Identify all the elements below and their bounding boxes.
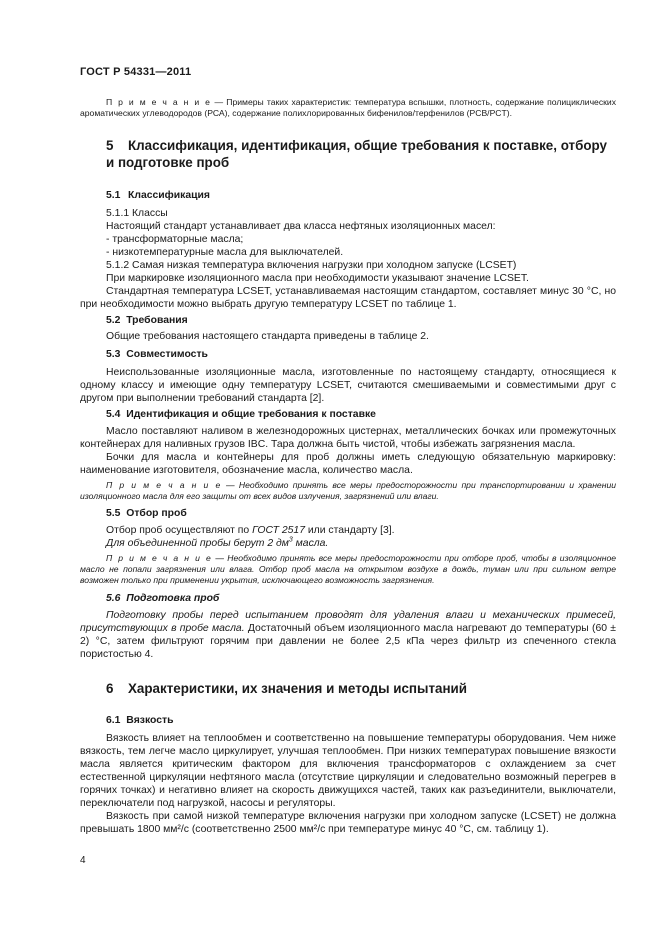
text-run: Достаточный объем изоляционного масла нагревают до температуры (60 ± 2) °С, затем фильтруют горячим при давлении не более 2,5 кПа через фильтр из спеченного стекла пористостью 4.: [80, 622, 616, 660]
text-run: масла.: [292, 537, 329, 549]
list-item: - трансформаторные масла;: [106, 233, 244, 245]
note: [80, 553, 616, 587]
subsection-5-1-heading: [80, 189, 616, 202]
superscript: 3: [288, 536, 293, 544]
standard-reference: ГОСТ 2517: [252, 524, 305, 536]
subsection-number: 5.1: [106, 190, 121, 202]
subsection-title: Подготовка проб: [126, 592, 220, 604]
subsection-6-1-heading: [80, 714, 616, 727]
section-title: Характеристики, их значения и методы испытаний: [128, 681, 467, 697]
section-title: Классификация, идентификация, общие требования к поставке, отбору и подготовке проб: [106, 138, 607, 170]
subsection-number: 5.4: [106, 408, 121, 420]
subsection-5-2-heading: [80, 314, 616, 327]
list-item: - низкотемпературные масла для выключателей.: [106, 246, 344, 258]
subsection-number: 5.5: [106, 507, 121, 519]
subsection-title: Вязкость: [126, 714, 174, 726]
paragraph: Бочки для масла и контейнеры для проб должны иметь следующую обязательную маркировку: наименование изготовителя, обозначение масла, количество масла.: [80, 452, 616, 477]
paragraph: 5.1.2 Самая низкая температура включения нагрузки при холодном запуске (LCSET): [106, 259, 517, 271]
text-run: или стандарту [3].: [304, 524, 395, 536]
note: [80, 480, 616, 502]
text-run: Подготовку пробы перед испытанием проводят для удаления влаги и механических примесей, присутствующих в пробе масла.: [80, 609, 616, 634]
document-body: [80, 93, 616, 836]
subsection-number: 6.1: [106, 714, 121, 726]
subsection-number: 5.2: [106, 315, 121, 327]
paragraph: Масло поставляют наливом в железнодорожных цистернах, металлических бочках или промежуточных контейнерах для наливных грузов IBC. Тара должна быть чистой, чтобы избежать загрязнения масла.: [80, 425, 616, 450]
paragraph: 5.1.1 Классы: [106, 207, 168, 219]
subsection-number: 5.6: [106, 592, 121, 604]
note-text: — Необходимо принять все меры предосторожности при транспортировании и хранении изоляционного масла для его защиты от всех видов излучения, загрязнений или влаги.: [80, 480, 617, 502]
section-5-heading: [80, 138, 616, 171]
subsection-5-3-heading: [80, 348, 616, 361]
paragraph: Вязкость влияет на теплообмен и соответственно на повышение температуры оборудования. Чем ниже вязкость, тем легче масло циркулирует, улучшая теплообмен. При низких температурах повышение вязкости масла является критическим фактором для включения трансформаторов с охлаждением за счет естественной циркуляции нефтяного масла (отсутствие циркуляции и следовательно возможный перегрев в горячих точках) и негативно влияет на скорость движущихся частей, таких как разъединители, выключатели, переключатели под нагрузкой, насосы и регуляторы.: [80, 732, 616, 810]
section-number: 5: [106, 138, 114, 154]
paragraph: Настоящий стандарт устанавливает два класса нефтяных изоляционных масел:: [106, 220, 496, 232]
subsection-5-5-heading: [80, 507, 616, 520]
subsection-title: Идентификация и общие требования к поставке: [126, 408, 376, 420]
paragraph: Вязкость при самой низкой температуре включения нагрузки при холодном запуске (LCSET) не должна превышать 1800 мм²/с (соответственно 2500 мм²/с при температуре минус 40 °С, см. таблицу 1).: [80, 811, 616, 836]
section-6-heading: [80, 681, 616, 698]
subsection-title: Совместимость: [126, 349, 208, 361]
note-label: П р и м е ч а н и е: [106, 552, 213, 563]
paragraph: Стандартная температура LCSET, устанавливаемая настоящим стандартом, составляет минус 30 °С, но при необходимости можно выбрать другую температуру LCSET по таблице 1.: [80, 286, 616, 311]
page-number: 4: [80, 855, 86, 866]
paragraph: При маркировке изоляционного масла при необходимости указывают значение LCSET.: [106, 272, 529, 284]
note-text: — Необходимо принять все меры предосторожности при отборе проб, чтобы в изоляционное масло не попали загрязнения или влага. Отбор проб масла на открытом воздухе в дождь, туман или при сильном ветре возможен только при применении укрытия, исключающего возможность загрязнения.: [80, 552, 617, 586]
subsection-title: Отбор проб: [126, 507, 187, 519]
subsection-number: 5.3: [106, 349, 121, 361]
note-label: П р и м е ч а н и е: [106, 480, 222, 491]
paragraph: [80, 524, 616, 537]
subsection-5-4-heading: [80, 408, 616, 421]
text-run: Для объединенной пробы берут 2 дм: [106, 537, 289, 549]
text-run: Отбор проб осуществляют по: [106, 524, 253, 536]
subsection-title: Требования: [126, 315, 188, 327]
note-top: [80, 97, 616, 119]
paragraph: Общие требования настоящего стандарта приведены в таблице 2.: [106, 331, 429, 343]
section-number: 6: [106, 681, 114, 697]
subsection-title: Классификация: [128, 190, 210, 202]
note-label: П р и м е ч а н и е: [106, 97, 212, 107]
paragraph: Неиспользованные изоляционные масла, изготовленные по настоящему стандарту, относящиеся к одному классу и имеющие одну температуру LCSET, считаются смешиваемыми и совместимыми друг с другом при выполнении требований стандарта [2].: [80, 366, 616, 404]
subsection-5-6-heading: [80, 592, 616, 605]
paragraph: [80, 609, 616, 661]
paragraph: [80, 537, 616, 550]
note-text: — Примеры таких характеристик: температура вспышки, плотность, содержание полициклических ароматических углеводородов (РСА), содержание полихлорированных бифенилов/терфенилов (PCB/PCT).: [80, 97, 616, 119]
document-header: ГОСТ Р 54331—2011: [80, 66, 192, 78]
